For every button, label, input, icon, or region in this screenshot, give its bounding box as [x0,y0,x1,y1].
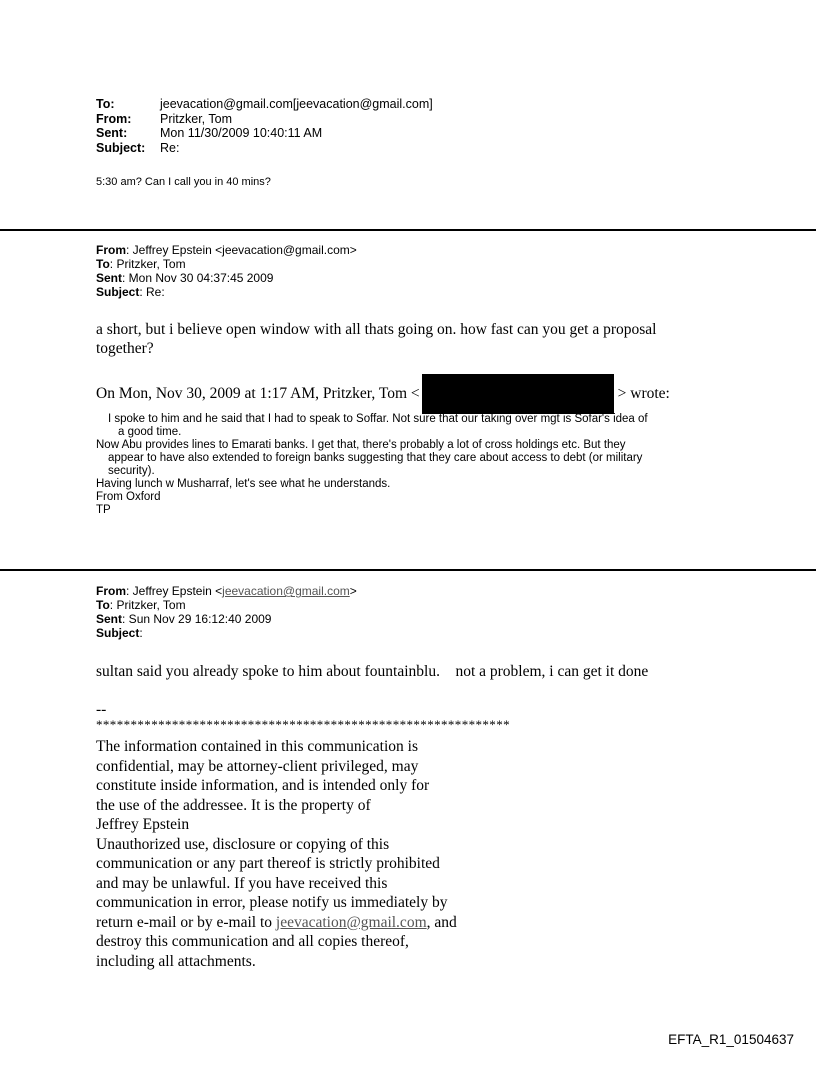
quoted-line: From Oxford [96,491,161,503]
disclaimer-email-link[interactable]: jeevacation@gmail.com [275,913,427,931]
disclaimer-line: communication or any part thereof is strictly prohibited [96,855,440,872]
quoted-line: Now Abu provides lines to Emarati banks. I get that, there's probably a lot of cross holdings etc. But they [96,439,626,451]
disclaimer-line: including all attachments. [96,952,256,970]
quoted-line: appear to have also extended to foreign banks suggesting that they care about access to debt (or military [108,452,643,464]
disclaimer-line: destroy this communication and all copies thereof, [96,933,409,950]
sent-label: Sent [96,271,123,285]
quoted-line: security). [108,465,155,477]
sent-value: Mon 11/30/2009 10:40:11 AM [160,126,323,140]
quote-intro-prefix: On Mon, Nov 30, 2009 at 1:17 AM, Pritzker, Tom < [96,385,420,402]
divider-2 [0,569,816,571]
subject-value: : Re: [139,285,165,299]
disclaimer-line: communication in error, please notify us immediately by [96,894,448,911]
from-label: From [96,584,126,598]
sent-row [96,271,357,285]
subject-row [96,285,357,299]
quoted-line: TP [96,504,111,516]
disclaimer-line: Unauthorized use, disclosure or copying of this [96,835,390,853]
sent-label: Sent [96,612,123,626]
to-row [96,257,357,271]
disclaimer-prefix: return e-mail or by e-mail to [96,913,276,931]
from-suffix: > [349,584,357,598]
sent-label: Sent: [96,126,128,140]
to-value: jeevacation@gmail.com[jeevacation@gmail.com] [160,97,433,111]
divider-1 [0,229,816,231]
from-row [96,112,433,127]
quoted-line: Having lunch w Musharraf, let's see what he understands. [96,478,391,490]
message-2-body [96,320,656,358]
subject-value: : [139,626,143,640]
subject-label: Subject [96,626,140,640]
signature-stars: ************************************************************ [96,717,510,732]
disclaimer-line: Jeffrey Epstein [96,816,190,833]
subject-row [96,141,433,156]
from-value: Pritzker, Tom [160,111,233,126]
email-header-3 [96,584,357,640]
sent-row [96,612,357,626]
sent-row [96,126,433,141]
message-3-body: sultan said you already spoke to him about fountainblu. not a problem, i can get it done [96,663,649,680]
subject-row [96,626,357,640]
sent-value: : Sun Nov 29 16:12:40 2009 [122,612,272,626]
subject-value: Re: [160,140,180,155]
to-value: : Pritzker, Tom [109,598,186,612]
quoted-line: a good time. [118,426,182,438]
disclaimer-line: confidential, may be attorney-client privileged, may [96,757,419,775]
quoted-message [96,413,716,517]
subject-label: Subject: [96,140,146,155]
from-value: : Jeffrey Epstein <jeevacation@gmail.com> [126,243,357,257]
disclaimer-line: The information contained in this communication is [96,738,418,755]
from-row [96,243,357,257]
email-header-2 [96,243,357,299]
disclaimer-line: the use of the addressee. It is the property of [96,796,371,814]
signature-dash: -- [96,701,107,718]
message-2-line: a short, but i believe open window with all thats going on. how fast can you get a proposal [96,321,657,338]
to-value: : Pritzker, Tom [109,257,186,271]
sent-value: : Mon Nov 30 04:37:45 2009 [122,271,274,285]
email-header-1 [96,97,433,155]
quote-intro [96,374,670,414]
quoted-line: I spoke to him and he said that I had to speak to Soffar. Not sure that our taking over mgt is Sofar's idea of [108,413,648,425]
disclaimer [96,737,457,971]
document-id: EFTA_R1_01504637 [668,1032,794,1047]
message-2-line: together? [96,340,154,357]
disclaimer-line [96,913,457,933]
disclaimer-suffix: , and [426,913,457,931]
redaction-box [422,374,614,414]
to-label: To: [96,97,115,111]
from-email-link[interactable]: jeevacation@gmail.com [222,584,350,598]
message-1-body: 5:30 am? Can I call you in 40 mins? [96,176,271,188]
quote-intro-suffix: > wrote: [617,385,670,402]
from-prefix: : Jeffrey Epstein < [126,584,223,598]
from-label: From: [96,111,132,126]
disclaimer-line: constitute inside information, and is intended only for [96,777,430,794]
to-row [96,97,433,112]
to-label: To [96,598,110,612]
to-label: To [96,257,110,271]
subject-label: Subject [96,285,140,299]
disclaimer-line: and may be unlawful. If you have received this [96,874,388,892]
to-row [96,598,357,612]
from-row [96,584,357,598]
from-label: From [96,243,126,257]
signature-separator [96,700,510,731]
